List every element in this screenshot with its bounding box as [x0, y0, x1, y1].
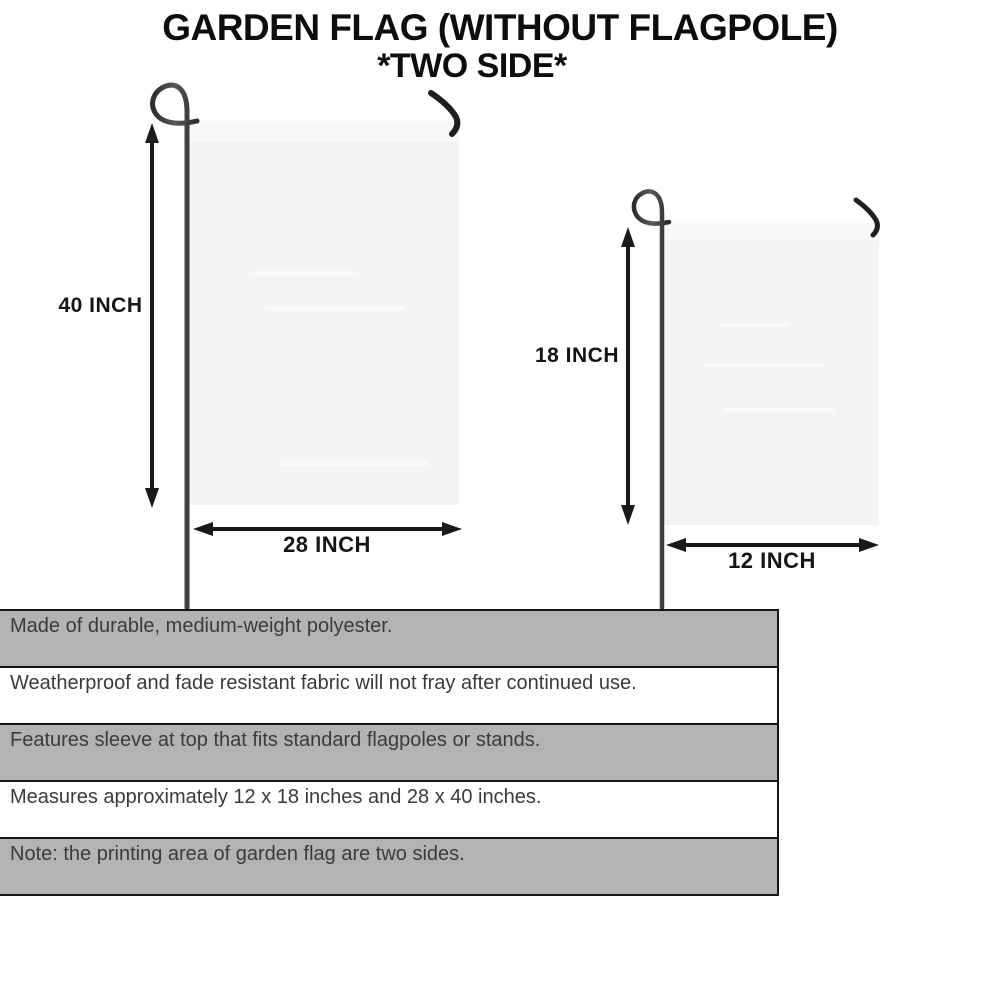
fabric-highlight	[719, 323, 789, 327]
spec-row-sleeve: Features sleeve at top that fits standard flagpoles or stands.	[0, 723, 777, 780]
fabric-highlight	[724, 408, 834, 412]
fabric-highlight	[264, 306, 404, 311]
fabric-highlight	[704, 363, 824, 367]
large-flag-sleeve	[189, 121, 459, 143]
fabric-highlight	[249, 271, 359, 276]
small-flag-sleeve	[664, 223, 879, 241]
spec-row-material: Made of durable, medium-weight polyester.	[0, 611, 777, 666]
large-flag-height-label: 40 INCH	[58, 294, 143, 317]
spec-table	[0, 609, 779, 896]
large-flag-width-label: 28 INCH	[283, 532, 371, 557]
small-flag	[664, 223, 879, 525]
spec-row-weatherproof: Weatherproof and fade resistant fabric will not fray after continued use.	[0, 666, 777, 723]
spec-row-measures: Measures approximately 12 x 18 inches and 28 x 40 inches.	[0, 780, 777, 837]
large-flag	[189, 121, 459, 505]
page-subtitle	[0, 47, 1000, 86]
small-flag-height-arrow	[621, 227, 635, 525]
fabric-highlight	[279, 461, 429, 466]
spec-row-note: Note: the printing area of garden flag are two sides.	[0, 837, 777, 894]
page-title: GARDEN FLAG (WITHOUT FLAGPOLE)	[162, 7, 838, 48]
small-flag-width-label: 12 INCH	[728, 548, 816, 573]
page-subtitle-text: *TWO SIDE*	[377, 47, 567, 85]
small-flag-height-label: 18 INCH	[534, 344, 620, 367]
